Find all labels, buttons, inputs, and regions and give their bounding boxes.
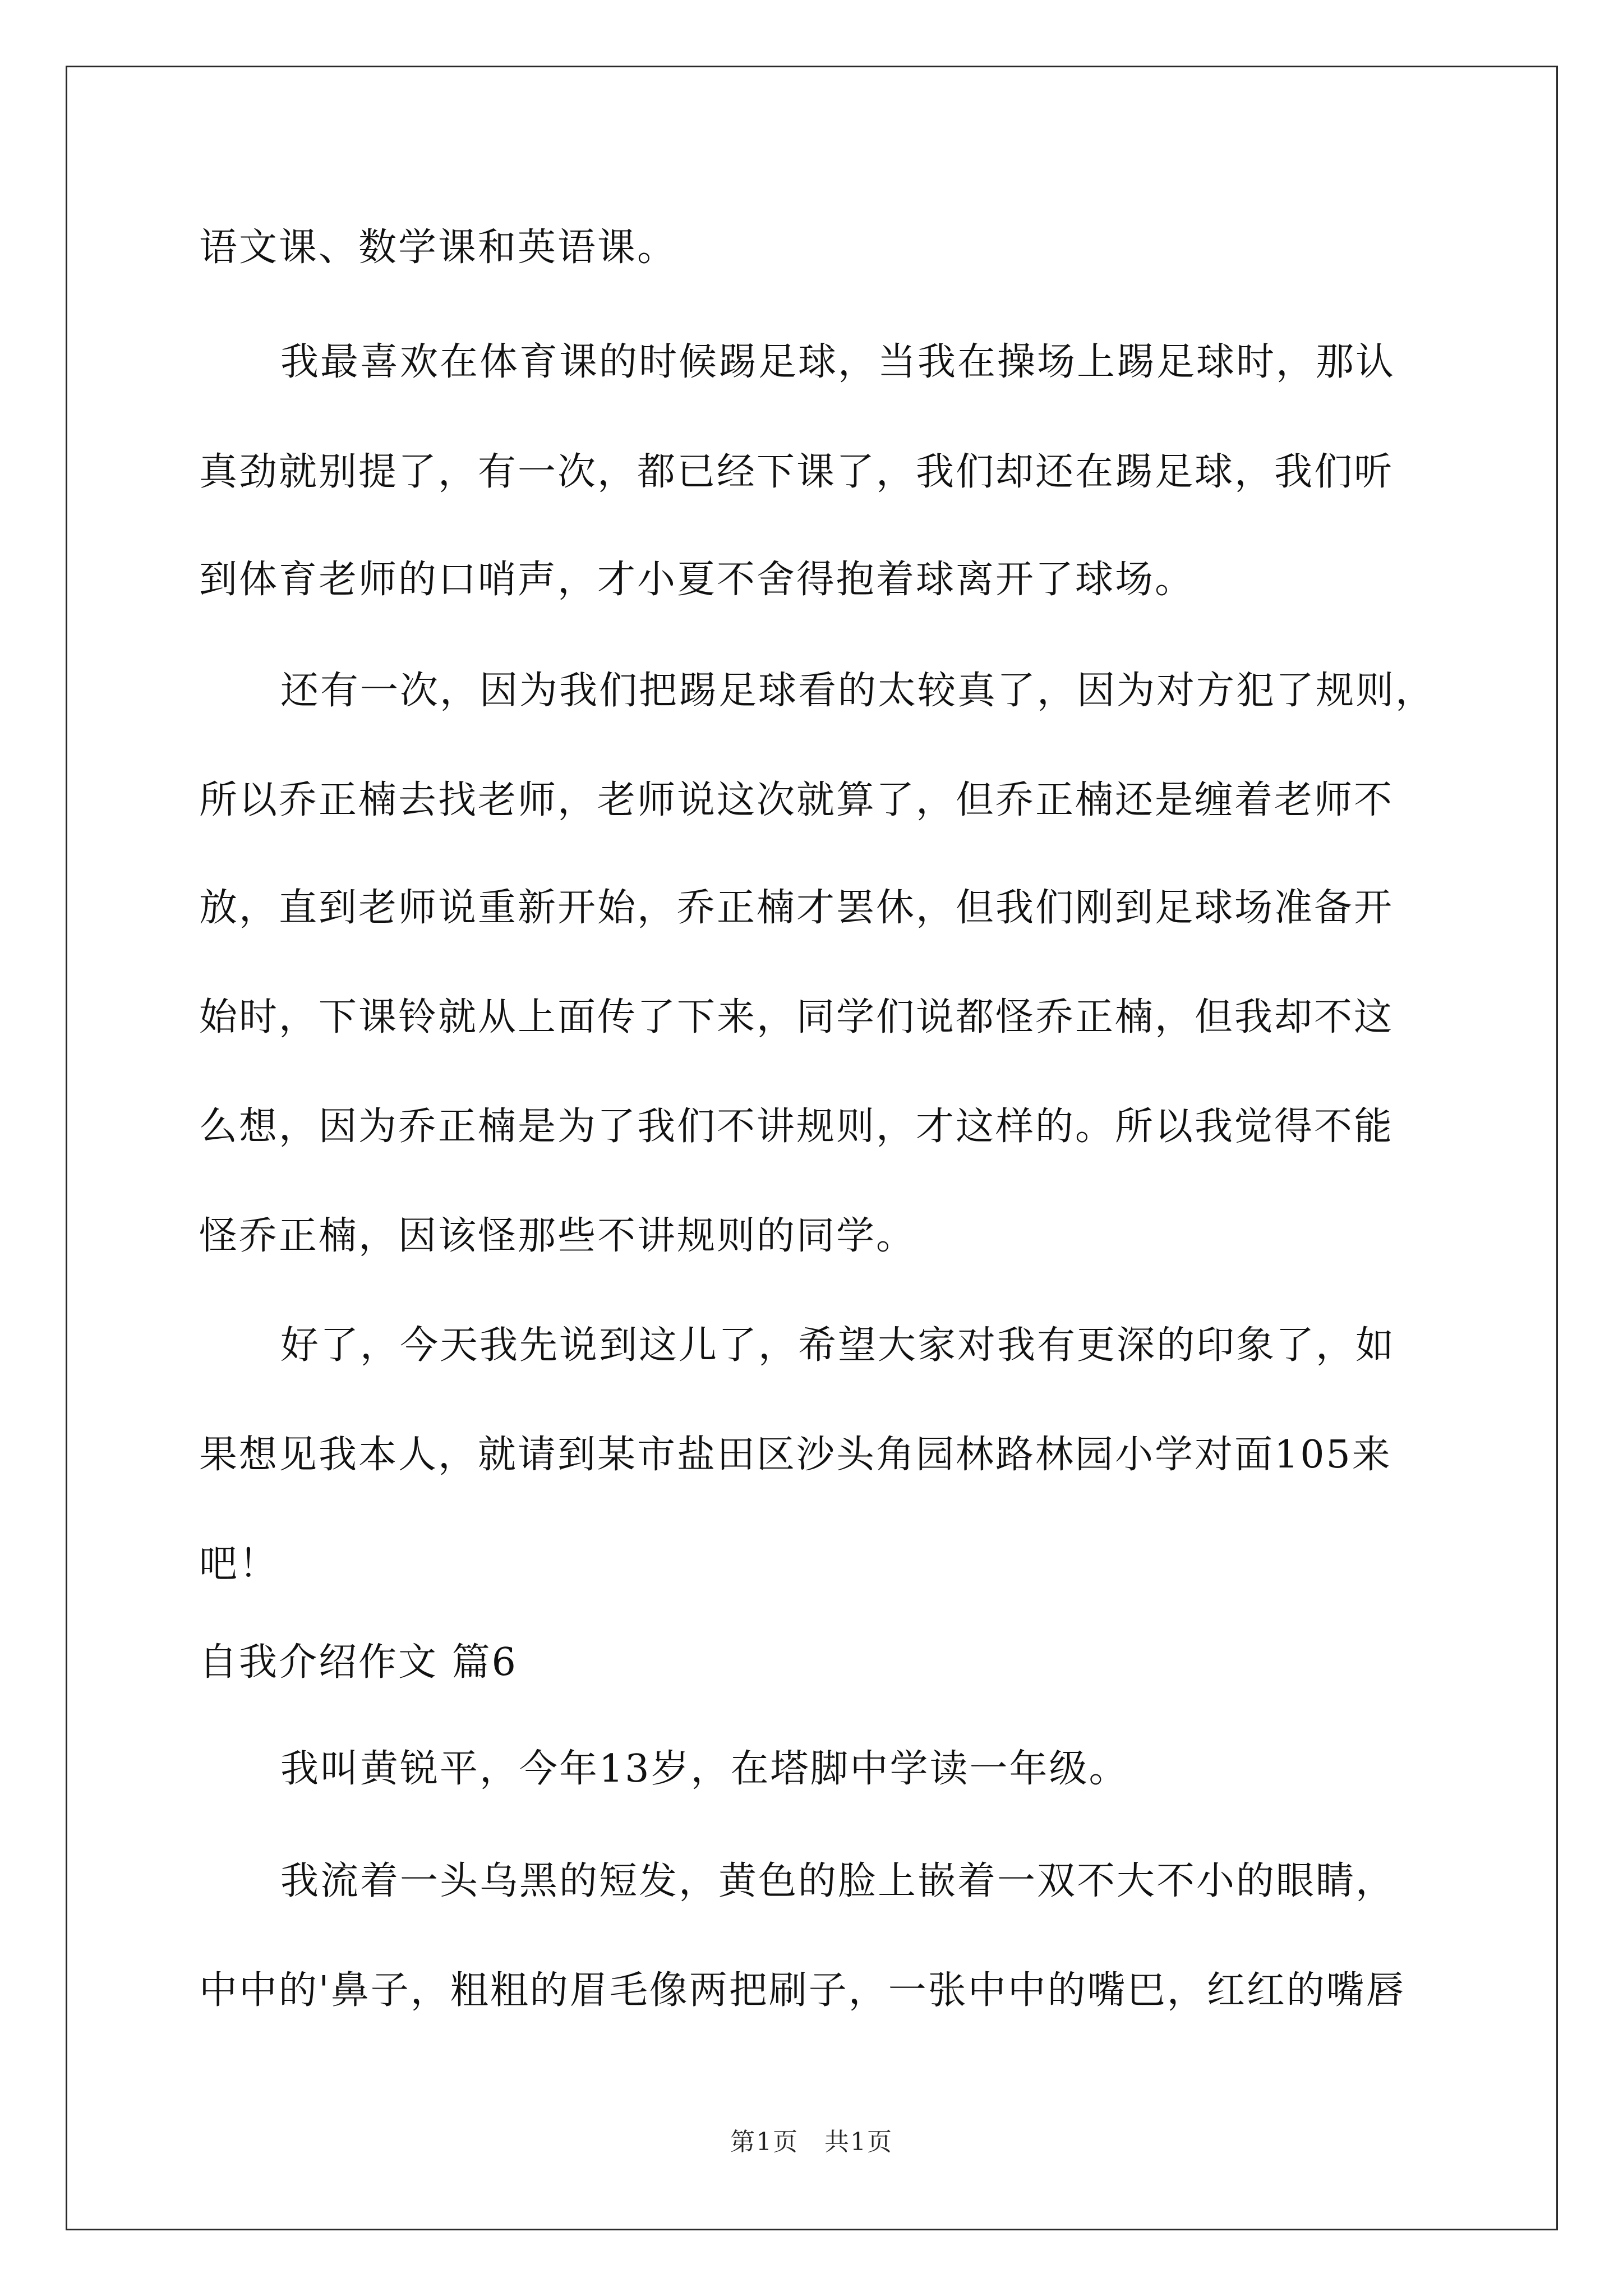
text-line-5: 还有一次，因为我们把踢足球看的太较真了，因为对方犯了规则， [280,669,1436,713]
page-number-footer: 第1页 共1页 [730,2128,893,2156]
text-line-13: 吧！ [199,1542,279,1586]
text-line-1: 语文课、数学课和英语课。 [199,226,677,270]
text-line-8: 始时，下课铃就从上面传了下来，同学们说都怪乔正楠，但我却不这 [199,995,1394,1039]
text-line-6: 所以乔正楠去找老师，老师说这次就算了，但乔正楠还是缠着老师不 [199,778,1394,822]
text-line-12: 果想见我本人，就请到某市盐田区沙头角园林路林园小学对面105来 [199,1433,1392,1477]
text-line-17: 中中的'鼻子，粗粗的眉毛像两把刷子，一张中中的嘴巴，红红的嘴唇 [199,1968,1406,2013]
text-line-7: 放，直到老师说重新开始，乔正楠才罢休，但我们刚到足球场准备开 [199,886,1394,930]
text-line-3: 真劲就别提了，有一次，都已经下课了，我们却还在踢足球，我们听 [199,450,1394,494]
text-line-2: 我最喜欢在体育课的时候踢足球，当我在操场上踢足球时，那认 [280,340,1396,384]
text-line-9: 么想，因为乔正楠是为了我们不讲规则，才这样的。所以我觉得不能 [199,1105,1394,1149]
text-line-4: 到体育老师的口哨声，才小夏不舍得抱着球离开了球场。 [199,558,1195,602]
text-line-10: 怪乔正楠，因该怪那些不讲规则的同学。 [199,1214,916,1258]
text-line-16: 我流着一头乌黑的短发，黄色的脸上嵌着一双不大不小的眼睛， [280,1859,1396,1903]
section-heading: 自我介绍作文 篇6 [199,1640,518,1685]
text-line-11: 好了，今天我先说到这儿了，希望大家对我有更深的印象了，如 [280,1323,1396,1368]
text-line-15: 我叫黄锐平，今年13岁，在塔脚中学读一年级。 [280,1747,1129,1791]
